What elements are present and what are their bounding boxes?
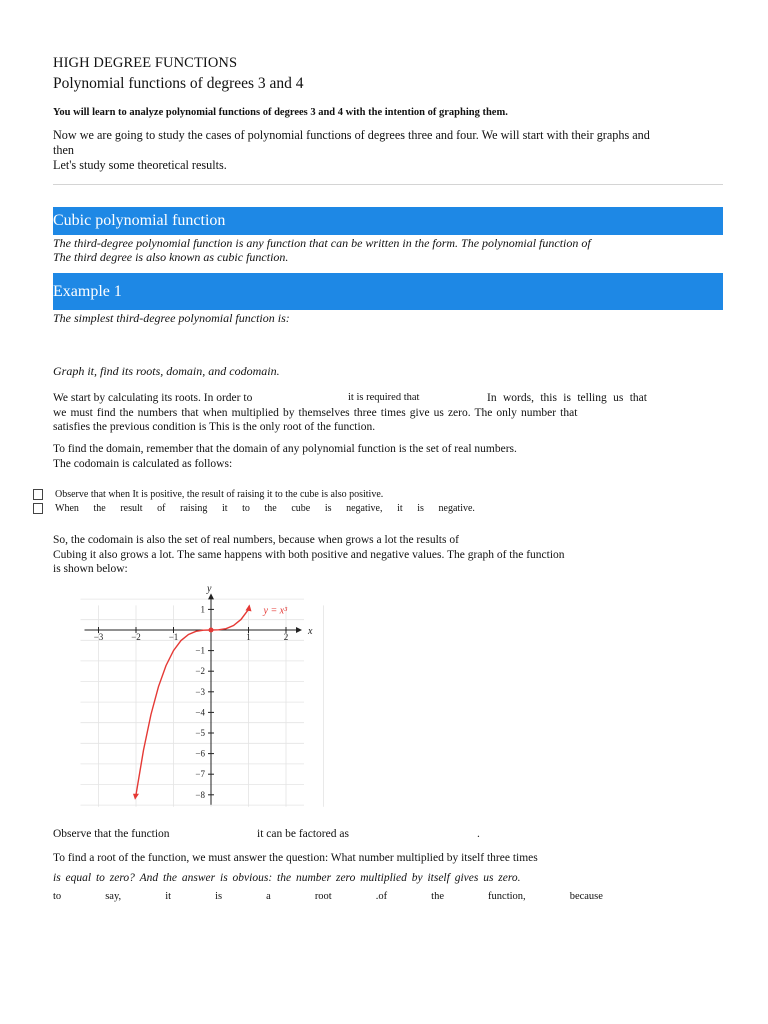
page-title: HIGH DEGREE FUNCTIONS xyxy=(53,55,238,71)
root-point xyxy=(209,628,214,633)
factor-line xyxy=(53,828,483,843)
y-tick-label: −4 xyxy=(195,707,205,718)
word: negative, xyxy=(346,503,383,514)
y-tick-label: −2 xyxy=(195,666,205,677)
word: it xyxy=(165,891,172,902)
y-tick-label: −3 xyxy=(195,686,205,697)
bullet-item xyxy=(33,503,475,514)
word: is xyxy=(324,503,332,514)
divider xyxy=(53,184,723,185)
definition-line: The third degree is also known as cubic function. xyxy=(53,250,289,264)
codomain-line: So, the codomain is also the set of real numbers, because when grows a lot the results of xyxy=(53,534,459,546)
y-tick-label: −1 xyxy=(195,645,205,656)
section-heading-text: Cubic polynomial function xyxy=(53,212,226,229)
page-subtitle: Polynomial functions of degrees 3 and 4 xyxy=(53,75,304,92)
word: of xyxy=(157,503,166,514)
y-tick-label: −6 xyxy=(195,748,205,759)
word: function, xyxy=(488,891,526,902)
word: it xyxy=(397,503,403,514)
word: negative. xyxy=(438,503,475,514)
word: the xyxy=(431,891,444,902)
simplest-function-text: The simplest third-degree polynomial function is: xyxy=(53,311,290,325)
series-label: y = x³ xyxy=(263,605,288,617)
word: it xyxy=(221,503,228,514)
bullet-item xyxy=(33,489,383,500)
roots-text: it is required that xyxy=(348,392,420,403)
word: the xyxy=(93,503,106,514)
y-tick-label: −8 xyxy=(195,789,205,800)
bullet-text: Observe that when It is positive, the result of raising it to the cube is also positive. xyxy=(55,489,384,500)
intro-line: Let's study some theoretical results. xyxy=(53,158,227,172)
word: .of xyxy=(375,891,388,902)
justified-line xyxy=(53,891,603,902)
section-heading-text: Example 1 xyxy=(53,282,122,300)
x-tick-label: −1 xyxy=(168,632,179,642)
roots-text: We start by calculating its roots. In order to xyxy=(53,392,253,404)
bullet-text xyxy=(55,503,475,514)
x-axis-label: x xyxy=(308,626,313,637)
codomain-line: is shown below: xyxy=(53,563,128,575)
word: is xyxy=(215,891,223,902)
factor-text: . xyxy=(477,828,480,840)
y-tick-label: 1 xyxy=(200,604,205,615)
factor-text: it can be factored as xyxy=(257,828,349,840)
domain-paragraph xyxy=(53,442,517,471)
x-tick-label: −3 xyxy=(93,632,104,642)
root-answer: is equal to zero? And the answer is obvious: the number zero multiplied by itself gives us zero. xyxy=(53,872,521,884)
bullet-box-icon xyxy=(33,503,43,514)
cubic-graph xyxy=(80,585,350,813)
section-heading-example xyxy=(53,273,723,310)
roots-text: In words, this is telling us that xyxy=(487,392,647,404)
intro-paragraph xyxy=(53,128,673,173)
task-text: Graph it, find its roots, domain, and codomain. xyxy=(53,364,280,378)
cubic-definition xyxy=(53,236,673,264)
word: When xyxy=(55,503,79,514)
definition-line: The third-degree polynomial function is any function that can be written in the form. The polynomial function of xyxy=(53,236,591,250)
y-axis-label: y xyxy=(207,585,212,595)
codomain-text: The codomain is calculated as follows: xyxy=(53,457,233,470)
bullet-box-icon xyxy=(33,489,43,500)
roots-text: satisfies the previous condition is This is the only root of the function. xyxy=(53,421,376,433)
word: because xyxy=(569,891,603,902)
word: cube xyxy=(291,503,311,514)
codomain-paragraph xyxy=(53,533,565,577)
word: to xyxy=(53,891,62,902)
word: to xyxy=(242,503,250,514)
word: raising xyxy=(180,503,208,514)
roots-text: we must find the numbers that when multiplied by themselves three times give us zero. The only number that xyxy=(53,406,578,419)
learning-objective: You will learn to analyze polynomial functions of degrees 3 and 4 with the intention of graphing them. xyxy=(53,107,508,118)
x-tick-label: 1 xyxy=(246,632,251,642)
x-tick-label: 2 xyxy=(283,632,289,642)
intro-line: Now we are going to study the cases of polynomial functions of degrees three and four. We will start with their graphs and then xyxy=(53,128,650,157)
word: the xyxy=(264,503,277,514)
word: is xyxy=(417,503,424,514)
root-question: To find a root of the function, we must answer the question: What number multiplied by itself three times xyxy=(53,852,538,864)
roots-paragraph xyxy=(53,391,651,435)
x-tick-label: −2 xyxy=(131,632,141,642)
codomain-line: Cubing it also grows a lot. The same happens with both positive and negative values. The graph of the function xyxy=(53,548,565,561)
factor-text: Observe that the function xyxy=(53,828,170,840)
word: result xyxy=(120,503,143,514)
y-tick-label: −5 xyxy=(195,728,205,738)
x-axis-arrow-icon xyxy=(296,627,302,633)
y-tick-label: −7 xyxy=(195,769,205,780)
word: say, xyxy=(105,891,122,902)
word: a xyxy=(266,891,271,902)
domain-text: To find the domain, remember that the domain of any polynomial function is the set of real numbers. xyxy=(53,443,517,455)
word: root xyxy=(314,891,332,902)
section-heading-cubic xyxy=(53,207,723,235)
